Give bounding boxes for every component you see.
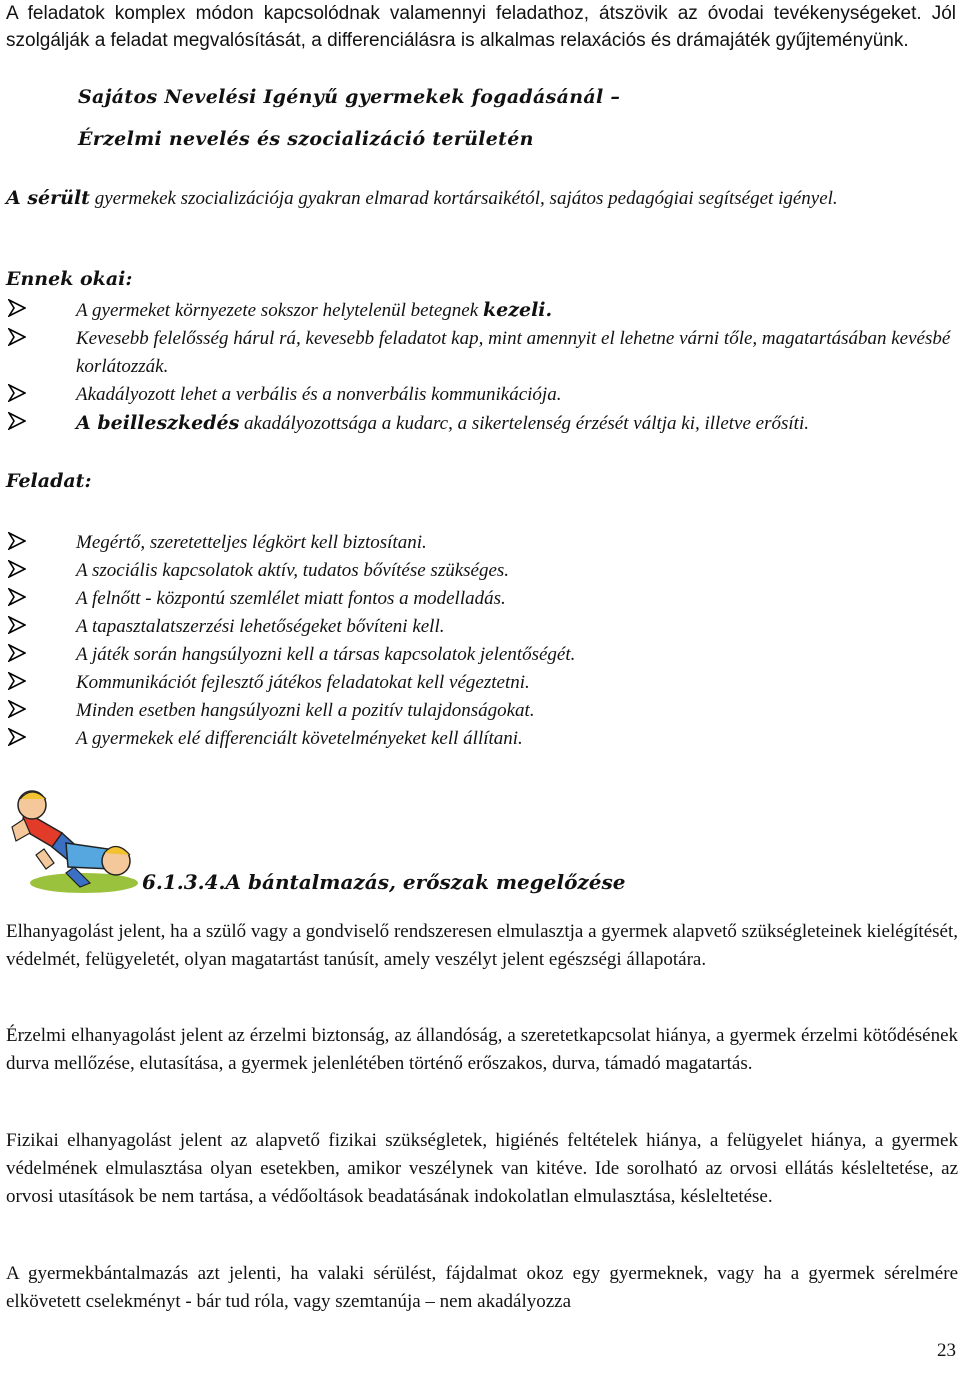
list-item <box>8 409 958 438</box>
task-text: A játék során hangsúlyozni kell a társas kapcsolatok jelentőségét. <box>76 644 576 665</box>
reason-emphasis: A beilleszkedés <box>76 412 240 434</box>
arrowhead-bullet-icon <box>8 299 26 317</box>
intro-paragraph: A feladatok komplex módon kapcsolódnak valamennyi feladathoz, átszövik az óvodai tevékenységeket. Jól szolgálják a feladat megvalósítását, a differenciálásra is alkalmas relaxációs és drámajáték gyűjteményünk. <box>6 3 956 51</box>
reason-text: Kevesebb felelősség hárul rá, kevesebb feladatot kap, mint amennyit el lehetne várni tőle, magatartásában kevésbé korlátozzák. <box>76 328 951 377</box>
tasks-list <box>8 529 958 753</box>
tasks-heading: Feladat: <box>6 470 92 492</box>
arrowhead-bullet-icon <box>8 412 26 430</box>
section-heading-line-2: Érzelmi nevelés és szocializáció területén <box>78 128 534 150</box>
list-item <box>8 697 958 725</box>
arrowhead-bullet-icon <box>8 700 26 718</box>
body-paragraph: Érzelmi elhanyagolást jelent az érzelmi biztonság, az állandóság, a szeretetkapcsolat hiánya, a gyermek érzelmi kötődésének durva mellőzése, elutasítása, a gyermek jelenlétében történő erőszakos, durva, támadó magatartás. <box>6 1025 958 1074</box>
arrowhead-bullet-icon <box>8 644 26 662</box>
reasons-heading: Ennek okai: <box>6 268 133 290</box>
list-item <box>8 381 958 409</box>
arrowhead-bullet-icon <box>8 588 26 606</box>
task-text: A szociális kapcsolatok aktív, tudatos bővítése szükséges. <box>76 560 510 581</box>
body-paragraph: A gyermekbántalmazás azt jelenti, ha valaki sérülést, fájdalmat okoz egy gyermeknek, vagy ha a gyermek sérelmére elkövetett cselekményt - bár tud róla, vagy szemtanúja – nem akadályozza <box>6 1263 958 1312</box>
list-item <box>8 725 958 753</box>
fighting-children-clipart-icon <box>4 783 140 895</box>
list-item <box>8 529 958 557</box>
task-text: Minden esetben hangsúlyozni kell a pozitív tulajdonságokat. <box>76 700 535 721</box>
task-text: A tapasztalatszerzési lehetőségeket bővíteni kell. <box>76 616 445 637</box>
sebult-lead: A sérült <box>6 187 90 209</box>
body-paragraph: Fizikai elhanyagolást jelent az alapvető fizikai szükségletek, higiénés feltételek hiánya, a felügyelet hiánya, a gyermek védelmének elmulasztása olyan esetekben, amikor veszélynek van kitéve. Ide sorolható az orvosi ellátás késleltetése, az orvosi utasítások be nem tartása, a védőoltások beadatásának indokolatlan elmulasztása, késleltetése. <box>6 1130 958 1207</box>
reason-text: akadályozottsága a kudarc, a sikertelenség érzését váltja ki, illetve erősíti. <box>239 413 809 434</box>
reasons-list <box>8 296 958 438</box>
arrowhead-bullet-icon <box>8 672 26 690</box>
arrowhead-bullet-icon <box>8 560 26 578</box>
list-item <box>8 557 958 585</box>
arrowhead-bullet-icon <box>8 532 26 550</box>
list-item <box>8 585 958 613</box>
reason-emphasis: kezeli. <box>482 299 553 321</box>
list-item <box>8 641 958 669</box>
list-item <box>8 669 958 697</box>
sebult-paragraph <box>6 184 956 213</box>
list-item <box>8 296 958 325</box>
arrowhead-bullet-icon <box>8 328 26 346</box>
sebult-rest: gyermekek szocializációja gyakran elmarad kortársaikétól, sajátos pedagógiai segítséget igényel. <box>89 188 838 209</box>
section-title: 6.1.3.4.A bántalmazás, erőszak megelőzése <box>142 870 626 894</box>
reason-text: A gyermeket környezete sokszor helytelenül betegnek <box>76 300 483 321</box>
arrowhead-bullet-icon <box>8 728 26 746</box>
section-heading-line-1: Sajátos Nevelési Igényű gyermekek fogadásánál – <box>78 86 621 108</box>
reason-text: Akadályozott lehet a verbális és a nonverbális kommunikációja. <box>76 384 562 405</box>
task-text: A gyermekek elé differenciált követelményeket kell állítani. <box>76 728 523 749</box>
list-item <box>8 325 958 381</box>
body-paragraph: Elhanyagolást jelent, ha a szülő vagy a gondviselő rendszeresen elmulasztja a gyermek alapvető szükségleteinek kielégítését, védelmét, felügyeletét, olyan magatartást tanúsít, amely veszélyt jelent egészségi állapotára. <box>6 921 958 970</box>
arrowhead-bullet-icon <box>8 384 26 402</box>
task-text: A felnőtt - központú szemlélet miatt fontos a modelladás. <box>76 588 506 609</box>
page-number: 23 <box>937 1340 956 1361</box>
arrowhead-bullet-icon <box>8 616 26 634</box>
list-item <box>8 613 958 641</box>
task-text: Megértő, szeretetteljes légkört kell biztosítani. <box>76 532 427 553</box>
task-text: Kommunikációt fejlesztő játékos feladatokat kell végeztetni. <box>76 672 530 693</box>
